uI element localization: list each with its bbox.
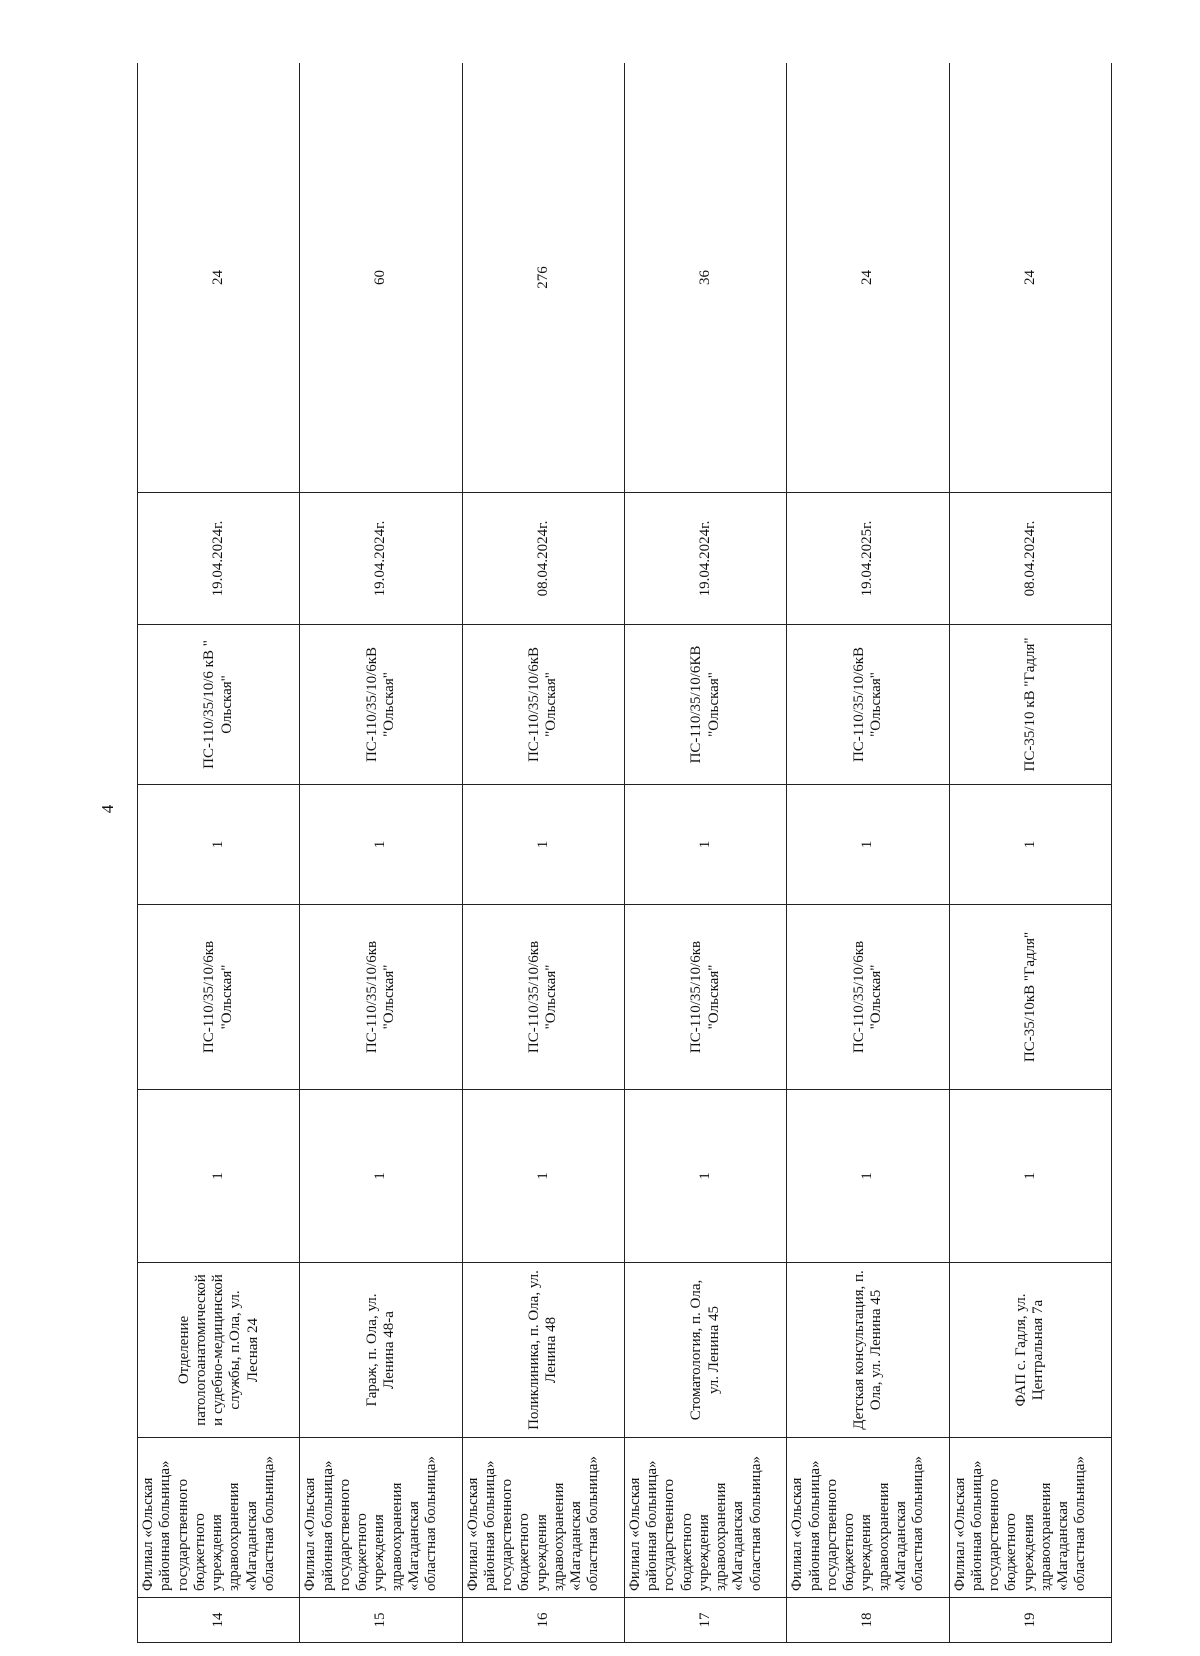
organization-cell: Филиал «Ольская районная больница» государственного бюджетного учреждения здравоохранения «Магаданская областная больница» — [462, 1438, 624, 1598]
table-row — [462, 63, 624, 1643]
date-cell: 19.04.2024г. — [624, 493, 786, 625]
table-row — [787, 63, 949, 1643]
count-cell: 1 — [624, 785, 786, 905]
count-cell: 1 — [462, 785, 624, 905]
row-number: 17 — [624, 1598, 786, 1643]
feeder-cell: ПС-35/10 кВ "Гадля" — [949, 625, 1111, 785]
object-cell: Гараж, п. Ола, ул. Ленина 48-а — [300, 1263, 462, 1438]
count-cell: 1 — [138, 785, 300, 905]
feeder-cell: ПС-110/35/10/6кВ "Ольская" — [462, 625, 624, 785]
date-cell: 19.04.2024г. — [138, 493, 300, 625]
table-row — [949, 63, 1111, 1643]
row-number: 16 — [462, 1598, 624, 1643]
row-number: 19 — [949, 1598, 1111, 1643]
substation-cell: ПС-35/10кВ "Гадля" — [949, 905, 1111, 1090]
substation-cell: ПС-110/35/10/6кв "Ольская" — [624, 905, 786, 1090]
count-cell: 1 — [949, 785, 1111, 905]
organization-cell: Филиал «Ольская районная больница» государственного бюджетного учреждения здравоохранения «Магаданская областная больница» — [138, 1438, 300, 1598]
row-number: 18 — [787, 1598, 949, 1643]
value-cell: 24 — [138, 63, 300, 493]
count-cell: 1 — [949, 1090, 1111, 1263]
facilities-table — [137, 63, 1112, 1643]
feeder-cell: ПС-110/35/10/6 кВ " Ольская" — [138, 625, 300, 785]
object-cell: Поликлиника, п. Ола, ул. Ленина 48 — [462, 1263, 624, 1438]
table-viewport — [137, 63, 1112, 1643]
value-cell: 24 — [949, 63, 1111, 493]
object-cell: Стоматология, п. Ола, ул. Ленина 45 — [624, 1263, 786, 1438]
substation-cell: ПС-110/35/10/6кв "Ольская" — [138, 905, 300, 1090]
organization-cell: Филиал «Ольская районная больница» государственного бюджетного учреждения здравоохранения «Магаданская областная больница» — [949, 1438, 1111, 1598]
feeder-cell: ПС-110/35/10/6кВ "Ольская" — [787, 625, 949, 785]
feeder-cell: ПС-110/35/10/6кВ "Ольская" — [300, 625, 462, 785]
count-cell: 1 — [787, 785, 949, 905]
value-cell: 36 — [624, 63, 786, 493]
value-cell: 24 — [787, 63, 949, 493]
count-cell: 1 — [138, 1090, 300, 1263]
substation-cell: ПС-110/35/10/6кв "Ольская" — [462, 905, 624, 1090]
row-number: 15 — [300, 1598, 462, 1643]
value-cell: 60 — [300, 63, 462, 493]
substation-cell: ПС-110/35/10/6кв "Ольская" — [787, 905, 949, 1090]
date-cell: 08.04.2024г. — [462, 493, 624, 625]
organization-cell: Филиал «Ольская районная больница» государственного бюджетного учреждения здравоохранения «Магаданская областная больница» — [300, 1438, 462, 1598]
row-number: 14 — [138, 1598, 300, 1643]
date-cell: 19.04.2024г. — [300, 493, 462, 625]
date-cell: 08.04.2024г. — [949, 493, 1111, 625]
count-cell: 1 — [300, 785, 462, 905]
object-cell: ФАП с. Гадля, ул. Центральная 7а — [949, 1263, 1111, 1438]
count-cell: 1 — [300, 1090, 462, 1263]
count-cell: 1 — [624, 1090, 786, 1263]
count-cell: 1 — [462, 1090, 624, 1263]
table-row — [624, 63, 786, 1643]
count-cell: 1 — [787, 1090, 949, 1263]
rotated-table-container — [137, 63, 1112, 1643]
organization-cell: Филиал «Ольская районная больница» государственного бюджетного учреждения здравоохранения «Магаданская областная больница» — [787, 1438, 949, 1598]
object-cell: Отделение патологоанатомической и судебно-медицинской службы, п.Ола, ул. Лесная 24 — [138, 1263, 300, 1438]
page-number: 4 — [98, 804, 117, 814]
feeder-cell: ПС-110/35/10/6КВ "Ольская" — [624, 625, 786, 785]
substation-cell: ПС-110/35/10/6кв "Ольская" — [300, 905, 462, 1090]
date-cell: 19.04.2025г. — [787, 493, 949, 625]
object-cell: Детская консультация, п. Ола, ул. Ленина 45 — [787, 1263, 949, 1438]
organization-cell: Филиал «Ольская районная больница» государственного бюджетного учреждения здравоохранения «Магаданская областная больница» — [624, 1438, 786, 1598]
table-row — [300, 63, 462, 1643]
table-row — [138, 63, 300, 1643]
value-cell: 276 — [462, 63, 624, 493]
